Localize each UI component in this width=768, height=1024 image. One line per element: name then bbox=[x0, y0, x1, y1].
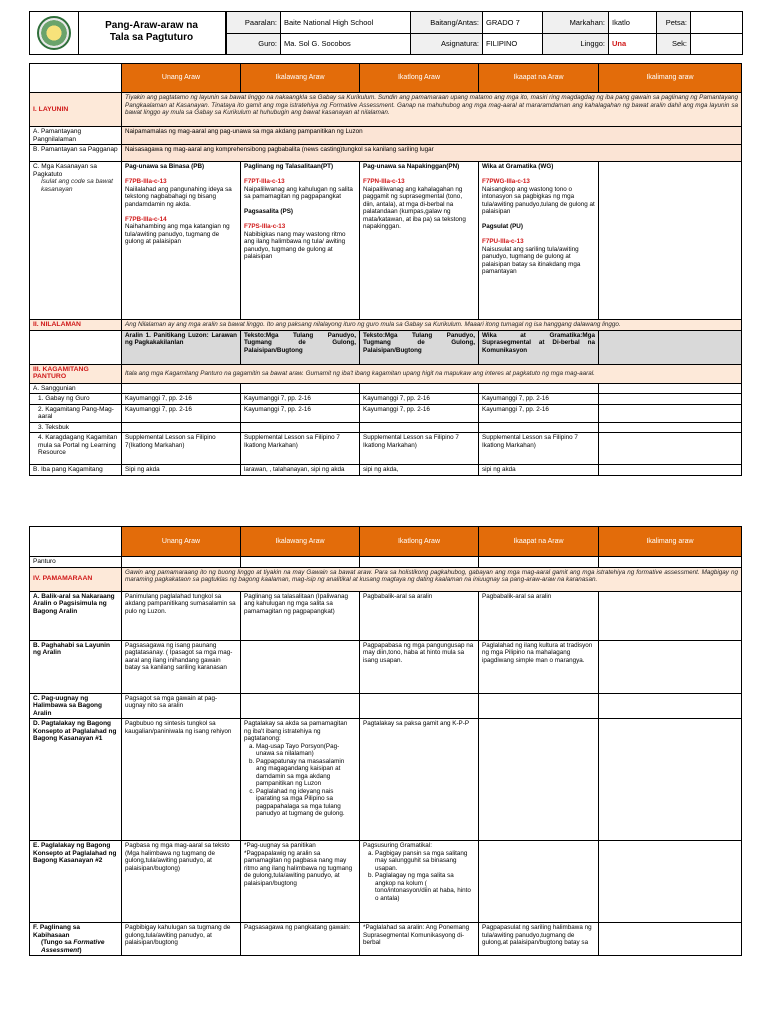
markahan-label: Markahan: bbox=[543, 12, 609, 33]
asignatura-label: Asignatura: bbox=[411, 33, 483, 54]
karagdagan-row bbox=[30, 433, 742, 465]
karagdagan-day2: Supplemental Lesson sa Filipino 7 Ikatlong Markahan) bbox=[241, 433, 360, 465]
step-f-day2: Pagsasagawa ng pangkatang gawain: bbox=[241, 923, 360, 956]
day-header-1: Unang Araw bbox=[122, 64, 241, 93]
paaralan-value: Baite National High School bbox=[281, 12, 411, 33]
gabay-row bbox=[30, 394, 742, 405]
step-a-day3: Pagbabalik-aral sa aralin bbox=[360, 591, 479, 640]
nilalaman-day2: Teksto:Mga Tulang Panudyo, Tugmang de Gulong, Palaisipan/Bugtong bbox=[241, 330, 360, 364]
nilalaman-blank bbox=[30, 330, 122, 364]
school-seal-icon bbox=[37, 16, 71, 50]
layunin-label: I. LAYUNIN bbox=[33, 105, 69, 113]
step-f-day1: Pagbibigay kahulugan sa tugmang de gulong,tula/awiting panudyo, at palaisipan/bugtong bbox=[122, 923, 241, 956]
gabay-day4: Kayumanggi 7, pp. 2-16 bbox=[479, 394, 599, 405]
step-b-day4: Paglalahad ng ilang kultura at tradisyon ng mga Pilipino na mahalagang ipagdiwang simple man o marangya. bbox=[479, 640, 599, 693]
kagamitan-label: III. KAGAMITANG PANTURO bbox=[33, 365, 89, 380]
mk-day4 bbox=[479, 162, 599, 320]
mk-row bbox=[30, 162, 742, 320]
step-d-label: D. Pagtalakay ng Bagong Konsepto at Paglalahad ng Bagong Kasanayan #1 bbox=[30, 719, 122, 841]
iba-day1: Sipi ng akda bbox=[122, 465, 241, 476]
step-b-label: B. Paghahabi sa Layunin ng Aralin bbox=[30, 640, 122, 693]
kpm-day2: Kayumanggi 7, pp. 2-16 bbox=[241, 404, 360, 422]
asignatura-value: FILIPINO bbox=[483, 33, 543, 54]
pp-text: Naipamamalas ng mag-aaral ang pag-unawa sa mga akdang pampanitikan ng Luzon bbox=[122, 127, 742, 145]
mk-day3-text1: Naipaliliwanag ang kahalagahan ng paggamit ng suprasegmental (tono, diin, antala), at mga di-berbal na palatandaan (kumpas,galaw ng mata/katawan, at iba pa) sa tekstong napakinggan. bbox=[363, 185, 466, 230]
day-header-5: Ikalimang araw bbox=[599, 64, 742, 93]
mk-day2-heading1: Paglinang ng Talasalitaan(PT) bbox=[244, 163, 334, 170]
title-line1: Pang-Araw-araw na bbox=[105, 20, 198, 31]
sek-value[interactable] bbox=[691, 33, 743, 54]
days-header-row bbox=[30, 64, 742, 93]
mk-day3 bbox=[360, 162, 479, 320]
step-e-day3-list bbox=[363, 850, 475, 903]
step-c-day4 bbox=[479, 693, 599, 719]
day-header-3: Ikatlong Araw bbox=[360, 64, 479, 93]
petsa-value[interactable] bbox=[691, 12, 743, 33]
step-d-day2 bbox=[241, 719, 360, 841]
step-c-day2 bbox=[241, 693, 360, 719]
mk-day4-text1: Naisangkop ang wastong tono o intonasyon sa pagbigkas ng mga tula/awiting panudyo,tulang de gulong at palaisipan bbox=[482, 185, 595, 215]
step-b-day2 bbox=[241, 640, 360, 693]
day-header-2-2: Ikalawang Araw bbox=[241, 527, 360, 557]
document-title bbox=[78, 12, 226, 54]
mk-day3-code1: F7PN-IIIa-c-13 bbox=[363, 178, 405, 185]
layunin-text: Tiyakin ang pagtatamo ng layunin sa bawat linggo na nakaangkla sa Gabay sa Kurikulum. Sundin ang pamamaraan upang matamo ang mga ito, masiri ring magdagdag ng iba pang gawain sa paglinang ng Pamantayang Pangkaalaman at Kasanayan. Tinataya ito gamit ang mga istratehiya ng Formative Assessment. Ganap na mahuhubog ang mga mag-aaral at mararamdaman ang kahalagahan ng bawat aralin dahil ang mga layunin sa bawat linggo ay mula sa Gabay sa Kurikulum at huhubugin ang bawat kasanayan at nilalaman. bbox=[122, 93, 742, 127]
step-e-day3 bbox=[360, 841, 479, 923]
day-header-2: Ikalawang Araw bbox=[241, 64, 360, 93]
step-f-label-cell bbox=[30, 923, 122, 956]
kpm-day1: Kayumanggi 7, pp. 2-16 bbox=[122, 404, 241, 422]
mk-label: C. Mga Kasanayan sa Pagkatuto bbox=[33, 163, 97, 178]
school-logo-cell bbox=[30, 12, 79, 54]
pp-row bbox=[30, 127, 742, 145]
header-info-table bbox=[226, 12, 743, 54]
header-blank-cell bbox=[30, 64, 122, 93]
mk-day3-heading: Pag-unawa sa Napakinggan(PN) bbox=[363, 163, 460, 170]
baitang-label: Baitang/Antas: bbox=[411, 12, 483, 33]
step-f-day4: Pagpapasulat ng sariling halimbawa ng tula/awiting panudyo,tugmang de gulong,at palaisipan/bugtong batay sa bbox=[479, 923, 599, 956]
gabay-day3: Kayumanggi 7, pp. 2-16 bbox=[360, 394, 479, 405]
iba-label: B. Iba pang Kagamitang bbox=[30, 465, 122, 476]
baitang-value: GRADO 7 bbox=[483, 12, 543, 33]
iba-day2: larawan, , talahanayan, sipi ng akda bbox=[241, 465, 360, 476]
list-item: a. Pagbigay pansin sa mga salitang may salungguhit sa binasang usapan. bbox=[375, 850, 475, 873]
mk-note: Isulat ang code sa bawat kasanayan bbox=[41, 178, 113, 193]
nilalaman-day1: Aralin 1. Panitikang Luzon: Larawan ng Pagkakakilanlan bbox=[122, 330, 241, 364]
mk-day4-code1: F7PWG-IIIa-c-13 bbox=[482, 178, 530, 185]
teksbuk-row bbox=[30, 422, 742, 433]
days-header-row-2 bbox=[30, 527, 742, 557]
document-header bbox=[29, 11, 743, 55]
mk-day2 bbox=[241, 162, 360, 320]
step-a-label: A. Balik-aral sa Nakaraang Aralin o Pagsisimula ng Bagong Aralin bbox=[30, 591, 122, 640]
pg-label: B. Pamantayan sa Pagganap bbox=[30, 145, 122, 162]
step-b-row bbox=[30, 640, 742, 693]
step-f-day3: *Paglalahad sa aralin: Ang Ponemang Suprasegmental Komunikasyong di-berbal bbox=[360, 923, 479, 956]
mk-day2-code2: F7PS-IIIa-c-13 bbox=[244, 223, 286, 230]
mk-day2-text2: Nabibigkas nang may wastong ritmo ang ilang halimbawa ng tula/ awiting panudyo, tugmang de gulong at palaisipan bbox=[244, 230, 346, 260]
nilalaman-day3: Teksto:Mga Tulang Panudyo, Tugmang de Gulong, Palaisipan/Bugtong bbox=[360, 330, 479, 364]
nilalaman-day4: Wika at Gramatika:Mga Suprasegmental at Di-berbal na Komunikasyon bbox=[479, 330, 599, 364]
step-d-day2-intro: Pagtalakay sa akda sa pamamagitan ng iba't ibang istratehiya ng pagtatanong: bbox=[244, 720, 348, 742]
layunin-row bbox=[30, 93, 742, 127]
kagamitan-row bbox=[30, 364, 742, 383]
step-b-day1: Pagsasagawa ng isang paunang pagtatasanay. ( Ipasagot sa mga mag-aaral ang ilang inihandang gawain batay sa kanilang sariling karanasan bbox=[122, 640, 241, 693]
karagdagan-day4: Supplemental Lesson sa Filipino 7 Ikatlong Markahan) bbox=[479, 433, 599, 465]
mk-day5 bbox=[599, 162, 742, 320]
day-header-2-4: Ikaapat na Araw bbox=[479, 527, 599, 557]
pamamaraan-row bbox=[30, 567, 742, 591]
day-header-2-5: Ikalimang araw bbox=[599, 527, 742, 557]
paaralan-label: Paaralan: bbox=[227, 12, 281, 33]
mk-day4-text2: Naisusulat ang sariling tula/awiting panudyo, tugmang de gulong at palaisipan batay sa itinakdang mga pamantayan bbox=[482, 245, 581, 275]
step-d-day1: Pagbubuo ng sintesis tungkol sa kaugalian/paniniwala ng isang rehiyon bbox=[122, 719, 241, 841]
step-e-label: E. Paglalakay ng Bagong Konsepto at Paglalahad ng Bagong Kasanayan #2 bbox=[30, 841, 122, 923]
step-a-day2: Paglinang sa talasalitaan (Ipaliwanag ang kahulugan ng mga salita sa pamamagitan ng pagpapangkat) bbox=[241, 591, 360, 640]
mk-day4-code2: F7PU-IIIa-c-13 bbox=[482, 238, 524, 245]
step-c-day3 bbox=[360, 693, 479, 719]
lesson-plan-table-2 bbox=[29, 526, 742, 956]
sanggunian-label: A. Sanggunian bbox=[30, 383, 122, 394]
mk-day1-text1: Naiilalahad ang pangunahing ideya sa tekstong nagbabahagi ng bisang pandamdamin ng akda. bbox=[125, 185, 232, 208]
kpm-row bbox=[30, 404, 742, 422]
step-a-row bbox=[30, 591, 742, 640]
sanggunian-row bbox=[30, 383, 742, 394]
step-b-day3: Pagpapabasa ng mga pangungusap na may diin,tono, haba at hinto mula sa isang usapan. bbox=[360, 640, 479, 693]
mk-day1-text2: Naihahambing ang mga katangian ng tula/awiting panudyo, tugmang de gulong at palaisipan bbox=[125, 223, 230, 245]
day-header-2-1: Unang Araw bbox=[122, 527, 241, 557]
nilalaman-text: Ang Nilalaman ay ang mga aralin sa bawat linggo. Ito ang paksang nilalayong ituro ng guro mula sa Gabay sa Kurikulum. Maaari itong tumagal ng isa hanggang dalawang linggo. bbox=[122, 320, 742, 331]
kpm-day4: Kayumanggi 7, pp. 2-16 bbox=[479, 404, 599, 422]
pamamaraan-label: IV. PAMAMARAAN bbox=[33, 575, 93, 583]
pamamaraan-text: Gawin ang pamamaraang ito ng buong linggo at tiyakin na may Gawain sa bawat araw. Para sa holistikong pagkahubog, gabayan ang mga mag-aaral gamit ang mga istratehiya ng formative assessment. Magbigay ng maraming pagkakataon sa pagtuklas ng bagong kaalaman, mag-isip ng analitikal at kusang magtaya ng dating kaalaman na iniuugnay sa pang-araw-araw na karanasan. bbox=[122, 567, 742, 591]
karagdagan-label: 4. Karagdagang Kagamitan mula sa Portal ng Learning Resource bbox=[30, 433, 122, 465]
kpm-day3: Kayumanggi 7, pp. 2-16 bbox=[360, 404, 479, 422]
day-header-2-3: Ikatlong Araw bbox=[360, 527, 479, 557]
day-header-4: Ikaapat na Araw bbox=[479, 64, 599, 93]
list-item: c. Paglalahad ng ideyang nais iparating sa mga Pilipino sa pagpapahalaga sa mga tulang panudyo at tugmang de gulong. bbox=[256, 788, 356, 818]
step-e-day3-intro: Pagsusuring Gramatikal: bbox=[363, 842, 432, 849]
mk-day1-heading: Pag-unawa sa Binasa (PB) bbox=[125, 163, 205, 170]
title-line2: Tala sa Pagtuturo bbox=[109, 32, 194, 43]
nilalaman-row bbox=[30, 320, 742, 331]
step-e-day4 bbox=[479, 841, 599, 923]
list-item: b. Pagpapatunay na masasalamin ang magagandang kaisipan at damdamin sa mga akdang pampanitikan ng Luzon bbox=[256, 758, 356, 788]
mk-day4-heading2: Pagsulat (PU) bbox=[482, 223, 523, 230]
kpm-label: 2. Kagamitang Pang-Mag-aaral bbox=[30, 404, 122, 422]
karagdagan-day3: Supplemental Lesson sa Filipino 7 Ikatlong Markahan) bbox=[360, 433, 479, 465]
gabay-label: 1. Gabay ng Guro bbox=[30, 394, 122, 405]
mk-day2-heading2: Pagsasalita (PS) bbox=[244, 208, 293, 215]
step-e-day1: Pagbasa ng mga mag-aaral sa teksto (Mga halimbawa ng tugmang de gulong,tula/awiting panudyo, at palaisipan/bugtong) bbox=[122, 841, 241, 923]
pp-label: A. Pamantayang Pangnilalaman bbox=[30, 127, 122, 145]
header-blank-cell-2 bbox=[30, 527, 122, 557]
panturo-row bbox=[30, 557, 742, 568]
guro-label: Guro: bbox=[227, 33, 281, 54]
kagamitan-text: Itala ang mga Kagamitang Panturo na gagamitin sa bawat araw. Gumamit ng iba't ibang kagamitan upang higit na mapukaw ang interes at pagkatuto ng mga mag-aaral. bbox=[122, 364, 742, 383]
markahan-value: Ikatlo bbox=[609, 12, 657, 33]
step-f-label: F. Paglinang sa Kabihasaan bbox=[33, 924, 80, 939]
linggo-value: Una bbox=[609, 33, 657, 54]
teksbuk-label: 3. Teksbuk bbox=[30, 422, 122, 433]
mk-day1-code1: F7PB-IIIa-c-13 bbox=[125, 178, 167, 185]
guro-value: Ma. Sol G. Socobos bbox=[281, 33, 411, 54]
pg-row bbox=[30, 145, 742, 162]
step-e-day2: *Pag-uugnay sa panitikan *Pagpapalawig ng aralin sa pamamagitan ng pagbasa nang may ritmo ang ilang halimbawa ng tugmang de gulong,tula/awiting panudyo, at palaisipan/bugtong bbox=[241, 841, 360, 923]
panturo-label: Panturo bbox=[30, 557, 122, 568]
mk-day2-code1: F7PT-IIIa-c-13 bbox=[244, 178, 285, 185]
nilalaman-days-row bbox=[30, 330, 742, 364]
nilalaman-label: II. NILALAMAN bbox=[33, 321, 81, 328]
iba-pang-kagamitan-row bbox=[30, 465, 742, 476]
step-e-row bbox=[30, 841, 742, 923]
mk-day2-text1: Naipaliliwanag ang kahulugan ng salita sa pamamagitan ng pagpapangkat bbox=[244, 185, 353, 200]
iba-day3: sipi ng akda, bbox=[360, 465, 479, 476]
pg-text: Naisasagawa ng mag-aaral ang komprehensibong pagbabalita (news casting)tungkol sa kanilang sariling lugar bbox=[122, 145, 742, 162]
list-item: a. Mag-usap Tayo Porsyon(Pag-unawa sa nilalaman) bbox=[256, 743, 356, 758]
step-f-row bbox=[30, 923, 742, 956]
mk-day4-heading1: Wika at Gramatika (WG) bbox=[482, 163, 554, 170]
mk-day1 bbox=[122, 162, 241, 320]
list-item: b. Paglalagay ng mga salita sa angkop na kolum ( tono/intonasyon/diin at haba, hinto o antala) bbox=[375, 872, 475, 902]
step-d-day3: Pagtalakay sa paksa gamit ang K-P-P bbox=[360, 719, 479, 841]
mk-label-cell bbox=[30, 162, 122, 320]
iba-day4: sipi ng akda bbox=[479, 465, 599, 476]
gabay-day1: Kayumanggi 7, pp. 2-16 bbox=[122, 394, 241, 405]
karagdagan-day1: Supplemental Lesson sa Filipino 7(Ikatlong Markahan) bbox=[122, 433, 241, 465]
lesson-plan-table-1 bbox=[29, 63, 742, 476]
step-d-day2-list bbox=[244, 743, 356, 818]
step-d-row bbox=[30, 719, 742, 841]
gabay-day2: Kayumanggi 7, pp. 2-16 bbox=[241, 394, 360, 405]
mk-day1-code2: F7PB-IIIa-c-14 bbox=[125, 215, 167, 223]
step-f-sublabel: (Tungo sa Formative Assessment) bbox=[41, 939, 105, 954]
step-c-label: C. Pag-uugnay ng Halimbawa sa Bagong Aralin bbox=[30, 693, 122, 719]
petsa-label: Petsa: bbox=[657, 12, 691, 33]
step-d-day4 bbox=[479, 719, 599, 841]
step-c-row bbox=[30, 693, 742, 719]
step-c-day1: Pagsagot sa mga gawain at pag-uugnay nito sa aralin bbox=[122, 693, 241, 719]
linggo-label: Linggo: bbox=[543, 33, 609, 54]
nilalaman-day5 bbox=[599, 330, 742, 364]
step-a-day4: Pagbabalik-aral sa aralin bbox=[479, 591, 599, 640]
sek-label: Sek: bbox=[657, 33, 691, 54]
step-a-day1: Panimulang paglalahad tungkol sa akdang pampanitikang sumasalamin sa pulo ng Luzon. bbox=[122, 591, 241, 640]
